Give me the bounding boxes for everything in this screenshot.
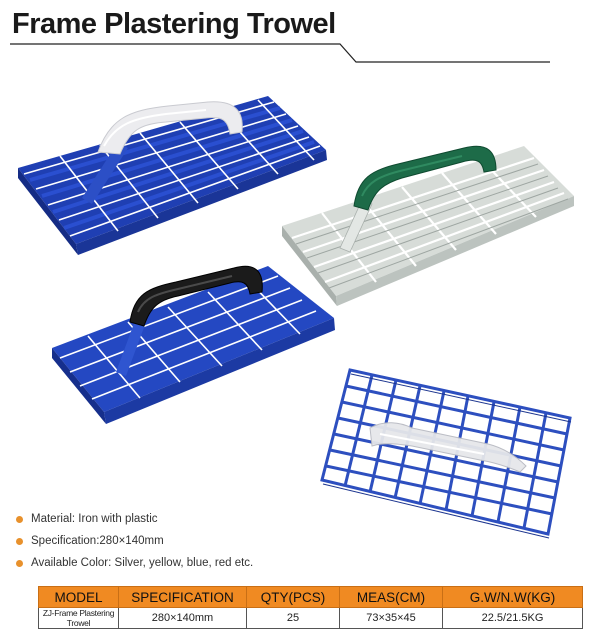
feature-item bbox=[16, 552, 253, 574]
column-header-qty: QTY(PCS) bbox=[247, 587, 340, 608]
cell-qty: 25 bbox=[247, 608, 340, 629]
cell-weight: 22.5/21.5KG bbox=[443, 608, 583, 629]
trowel-frame-grid bbox=[322, 370, 571, 538]
feature-text: Available Color: Silver, yellow, blue, red etc. bbox=[31, 557, 254, 569]
bullet-dot-icon bbox=[16, 516, 23, 523]
bullet-dot-icon bbox=[16, 538, 23, 545]
feature-list bbox=[16, 508, 253, 574]
cell-model: ZJ-Frame Plastering Trowel bbox=[39, 608, 119, 629]
cell-specification: 280×140mm bbox=[119, 608, 247, 629]
table-row bbox=[39, 608, 583, 629]
column-header-model: MODEL bbox=[39, 587, 119, 608]
page-title: Frame Plastering Trowel bbox=[12, 8, 336, 40]
feature-text: Material: Iron with plastic bbox=[31, 513, 158, 525]
feature-item bbox=[16, 530, 253, 552]
spec-table bbox=[38, 586, 583, 629]
cell-meas: 73×35×45 bbox=[340, 608, 443, 629]
bullet-dot-icon bbox=[16, 560, 23, 567]
column-header-specification: SPECIFICATION bbox=[119, 587, 247, 608]
column-header-weight: G.W/N.W(KG) bbox=[443, 587, 583, 608]
column-header-meas: MEAS(CM) bbox=[340, 587, 443, 608]
feature-text: Specification:280×140mm bbox=[31, 535, 164, 547]
feature-item bbox=[16, 508, 253, 530]
table-header-row bbox=[39, 587, 583, 608]
